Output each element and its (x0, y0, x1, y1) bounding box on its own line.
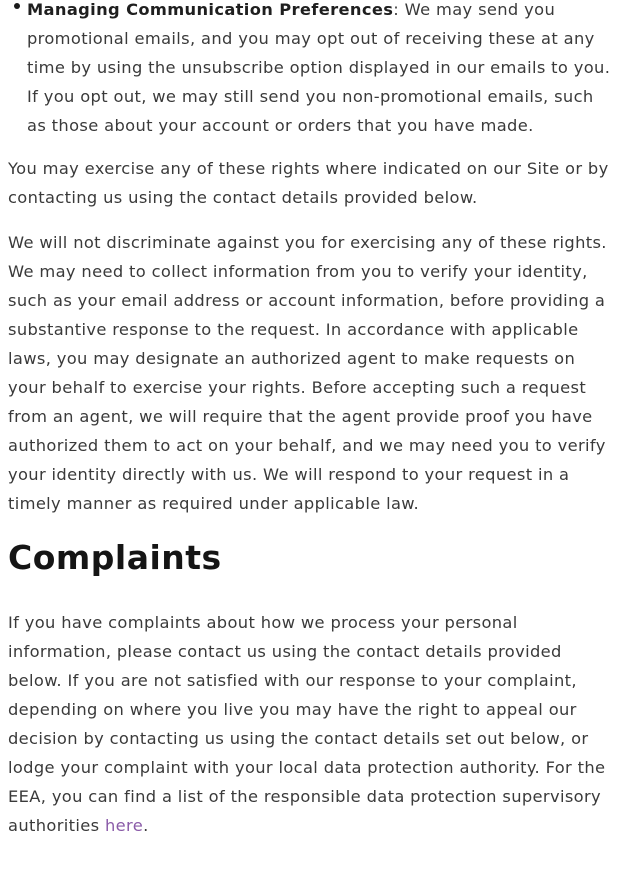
non-discrimination-paragraph: We will not discriminate against you for exercising any of these rights. We may need to collect information from you to verify your identity, such as your email address or account information, before providing a substantive response to the request. In accordance with applicable laws, you may designate an authorized agent to make requests on your behalf to exercise your rights. Before accepting such a request from an agent, we will require that the agent provide proof you have authorized them to act on your behalf, and we may need you to verify your identity directly with us. We will respond to your request in a timely manner as required under applicable law. (8, 233, 607, 513)
bullet-title: Managing Communication Preferences (27, 0, 394, 19)
bullet-item-communication-preferences (27, 0, 616, 140)
rights-bullet-list (8, 0, 616, 140)
complaints-body: If you have complaints about how we process your personal information, please contact us using the contact details provided below. If you are not satisfied with our response to your complaint, depending on where you live you may have the right to appeal our decision by contacting us using the contact details set out below, or lodge your complaint with your local data protection authority. For the EEA, you can find a list of the responsible data protection supervisory authorities (8, 613, 606, 835)
bullet-dot-icon (14, 3, 20, 9)
complaints-heading: Complaints (8, 538, 222, 577)
supervisory-authorities-link[interactable]: here (104, 816, 144, 835)
bullet-separator: : (393, 0, 400, 19)
exercise-rights-paragraph: You may exercise any of these rights where indicated on our Site or by contacting us using the contact details provided below. (8, 159, 609, 207)
complaints-paragraph (8, 608, 616, 840)
bullet-text: We may send you promotional emails, and you may opt out of receiving these at any time by using the unsubscribe option displayed in our emails to you. If you opt out, we may still send you non-promotional emails, such as those about your account or orders that you have made. (27, 0, 611, 135)
complaints-trailing: . (143, 816, 149, 835)
